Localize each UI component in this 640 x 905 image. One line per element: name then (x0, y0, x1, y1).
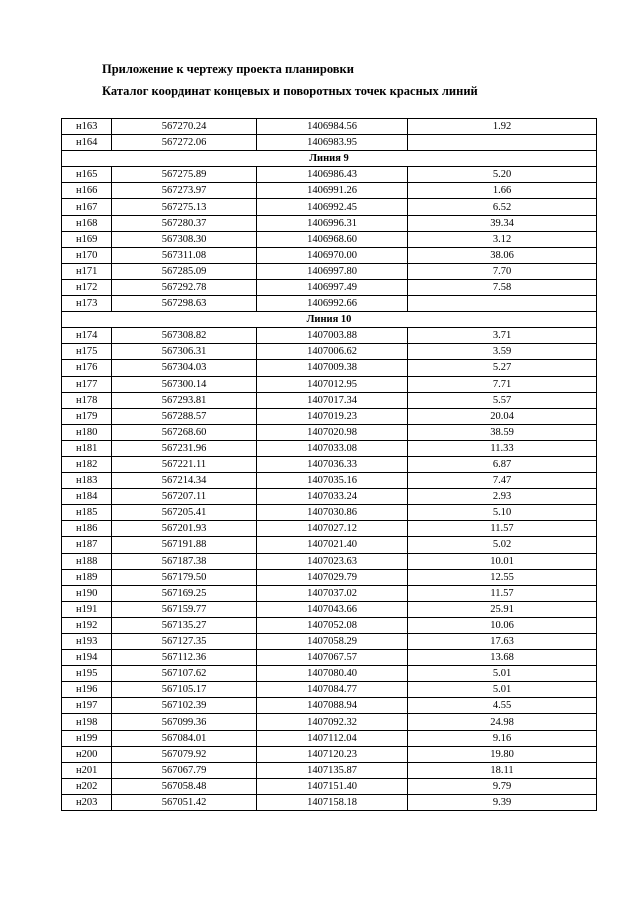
x-coordinate-cell: 567268.60 (112, 424, 257, 440)
table-row (62, 666, 597, 682)
y-coordinate-cell: 1407017.34 (257, 392, 408, 408)
point-id-cell: н182 (62, 456, 112, 472)
x-coordinate-cell: 567187.38 (112, 553, 257, 569)
distance-cell: 39.34 (408, 215, 597, 231)
table-row (62, 794, 597, 810)
x-coordinate-cell: 567275.13 (112, 199, 257, 215)
distance-cell: 38.06 (408, 247, 597, 263)
y-coordinate-cell: 1407151.40 (257, 778, 408, 794)
table-row (62, 521, 597, 537)
table-row (62, 279, 597, 295)
x-coordinate-cell: 567288.57 (112, 408, 257, 424)
x-coordinate-cell: 567207.11 (112, 489, 257, 505)
y-coordinate-cell: 1407158.18 (257, 794, 408, 810)
table-row (62, 489, 597, 505)
y-coordinate-cell: 1407033.24 (257, 489, 408, 505)
point-id-cell: н195 (62, 666, 112, 682)
x-coordinate-cell: 567285.09 (112, 263, 257, 279)
table-row (62, 617, 597, 633)
table-row (62, 505, 597, 521)
x-coordinate-cell: 567102.39 (112, 698, 257, 714)
table-row (62, 537, 597, 553)
point-id-cell: н192 (62, 617, 112, 633)
x-coordinate-cell: 567300.14 (112, 376, 257, 392)
distance-cell: 5.01 (408, 682, 597, 698)
point-id-cell: н179 (62, 408, 112, 424)
distance-cell: 9.39 (408, 794, 597, 810)
distance-cell: 4.55 (408, 698, 597, 714)
table-row (62, 585, 597, 601)
point-id-cell: н173 (62, 296, 112, 312)
table-row (62, 376, 597, 392)
y-coordinate-cell: 1407021.40 (257, 537, 408, 553)
x-coordinate-cell: 567127.35 (112, 634, 257, 650)
x-coordinate-cell: 567051.42 (112, 794, 257, 810)
point-id-cell: н181 (62, 440, 112, 456)
point-id-cell: н183 (62, 473, 112, 489)
distance-cell: 9.16 (408, 730, 597, 746)
y-coordinate-cell: 1406991.26 (257, 183, 408, 199)
table-row (62, 231, 597, 247)
distance-cell: 3.71 (408, 328, 597, 344)
y-coordinate-cell: 1407088.94 (257, 698, 408, 714)
table-row (62, 762, 597, 778)
distance-cell: 5.02 (408, 537, 597, 553)
x-coordinate-cell: 567292.78 (112, 279, 257, 295)
point-id-cell: н199 (62, 730, 112, 746)
table-row (62, 569, 597, 585)
x-coordinate-cell: 567280.37 (112, 215, 257, 231)
distance-cell: 20.04 (408, 408, 597, 424)
distance-cell: 25.91 (408, 601, 597, 617)
point-id-cell: н203 (62, 794, 112, 810)
distance-cell: 7.47 (408, 473, 597, 489)
point-id-cell: н165 (62, 167, 112, 183)
table-row (62, 730, 597, 746)
distance-cell: 2.93 (408, 489, 597, 505)
distance-cell: 7.71 (408, 376, 597, 392)
y-coordinate-cell: 1407043.66 (257, 601, 408, 617)
y-coordinate-cell: 1406996.31 (257, 215, 408, 231)
point-id-cell: н164 (62, 135, 112, 151)
point-id-cell: н196 (62, 682, 112, 698)
x-coordinate-cell: 567214.34 (112, 473, 257, 489)
point-id-cell: н178 (62, 392, 112, 408)
document-title: Приложение к чертежу проекта планировки (102, 62, 354, 76)
y-coordinate-cell: 1407009.38 (257, 360, 408, 376)
y-coordinate-cell: 1407027.12 (257, 521, 408, 537)
x-coordinate-cell: 567135.27 (112, 617, 257, 633)
distance-cell (408, 296, 597, 312)
x-coordinate-cell: 567306.31 (112, 344, 257, 360)
distance-cell: 5.57 (408, 392, 597, 408)
point-id-cell: н184 (62, 489, 112, 505)
x-coordinate-cell: 567159.77 (112, 601, 257, 617)
distance-cell: 1.66 (408, 183, 597, 199)
y-coordinate-cell: 1407033.08 (257, 440, 408, 456)
distance-cell: 17.63 (408, 634, 597, 650)
coordinates-table (61, 118, 597, 811)
y-coordinate-cell: 1407135.87 (257, 762, 408, 778)
distance-cell: 13.68 (408, 650, 597, 666)
line-header-row (62, 151, 597, 167)
y-coordinate-cell: 1406970.00 (257, 247, 408, 263)
point-id-cell: н187 (62, 537, 112, 553)
y-coordinate-cell: 1406968.60 (257, 231, 408, 247)
coordinates-table-body (62, 119, 597, 811)
distance-cell: 3.59 (408, 344, 597, 360)
point-id-cell: н170 (62, 247, 112, 263)
x-coordinate-cell: 567275.89 (112, 167, 257, 183)
x-coordinate-cell: 567304.03 (112, 360, 257, 376)
x-coordinate-cell: 567169.25 (112, 585, 257, 601)
x-coordinate-cell: 567273.97 (112, 183, 257, 199)
point-id-cell: н202 (62, 778, 112, 794)
table-row (62, 360, 597, 376)
y-coordinate-cell: 1407006.62 (257, 344, 408, 360)
y-coordinate-cell: 1407030.86 (257, 505, 408, 521)
distance-cell: 6.87 (408, 456, 597, 472)
distance-cell: 3.12 (408, 231, 597, 247)
table-row (62, 263, 597, 279)
y-coordinate-cell: 1407037.02 (257, 585, 408, 601)
point-id-cell: н168 (62, 215, 112, 231)
distance-cell: 5.10 (408, 505, 597, 521)
table-row (62, 344, 597, 360)
distance-cell: 9.79 (408, 778, 597, 794)
point-id-cell: н163 (62, 119, 112, 135)
point-id-cell: н193 (62, 634, 112, 650)
x-coordinate-cell: 567270.24 (112, 119, 257, 135)
distance-cell: 7.58 (408, 279, 597, 295)
point-id-cell: н191 (62, 601, 112, 617)
distance-cell: 10.01 (408, 553, 597, 569)
distance-cell: 11.57 (408, 585, 597, 601)
table-row (62, 183, 597, 199)
y-coordinate-cell: 1406992.66 (257, 296, 408, 312)
table-row (62, 746, 597, 762)
table-row (62, 408, 597, 424)
distance-cell: 12.55 (408, 569, 597, 585)
point-id-cell: н174 (62, 328, 112, 344)
y-coordinate-cell: 1407080.40 (257, 666, 408, 682)
point-id-cell: н185 (62, 505, 112, 521)
x-coordinate-cell: 567308.30 (112, 231, 257, 247)
table-row (62, 778, 597, 794)
point-id-cell: н198 (62, 714, 112, 730)
y-coordinate-cell: 1407052.08 (257, 617, 408, 633)
distance-cell: 11.33 (408, 440, 597, 456)
distance-cell: 24.98 (408, 714, 597, 730)
distance-cell: 7.70 (408, 263, 597, 279)
point-id-cell: н189 (62, 569, 112, 585)
y-coordinate-cell: 1407023.63 (257, 553, 408, 569)
x-coordinate-cell: 567067.79 (112, 762, 257, 778)
y-coordinate-cell: 1407003.88 (257, 328, 408, 344)
point-id-cell: н175 (62, 344, 112, 360)
distance-cell (408, 135, 597, 151)
x-coordinate-cell: 567308.82 (112, 328, 257, 344)
x-coordinate-cell: 567058.48 (112, 778, 257, 794)
x-coordinate-cell: 567205.41 (112, 505, 257, 521)
point-id-cell: н201 (62, 762, 112, 778)
y-coordinate-cell: 1406986.43 (257, 167, 408, 183)
y-coordinate-cell: 1407120.23 (257, 746, 408, 762)
distance-cell: 18.11 (408, 762, 597, 778)
y-coordinate-cell: 1406997.49 (257, 279, 408, 295)
table-row (62, 473, 597, 489)
point-id-cell: н197 (62, 698, 112, 714)
point-id-cell: н177 (62, 376, 112, 392)
x-coordinate-cell: 567079.92 (112, 746, 257, 762)
x-coordinate-cell: 567105.17 (112, 682, 257, 698)
table-row (62, 553, 597, 569)
document-header (102, 58, 478, 102)
distance-cell: 5.20 (408, 167, 597, 183)
distance-cell: 11.57 (408, 521, 597, 537)
point-id-cell: н186 (62, 521, 112, 537)
point-id-cell: н176 (62, 360, 112, 376)
table-row (62, 714, 597, 730)
table-row (62, 199, 597, 215)
document-subtitle: Каталог координат концевых и поворотных точек красных линий (102, 84, 478, 98)
x-coordinate-cell: 567084.01 (112, 730, 257, 746)
line-label: Линия 10 (62, 312, 597, 328)
point-id-cell: н180 (62, 424, 112, 440)
table-row (62, 215, 597, 231)
y-coordinate-cell: 1407058.29 (257, 634, 408, 650)
table-row (62, 424, 597, 440)
y-coordinate-cell: 1407012.95 (257, 376, 408, 392)
point-id-cell: н190 (62, 585, 112, 601)
y-coordinate-cell: 1407029.79 (257, 569, 408, 585)
x-coordinate-cell: 567112.36 (112, 650, 257, 666)
table-row (62, 456, 597, 472)
x-coordinate-cell: 567099.36 (112, 714, 257, 730)
point-id-cell: н166 (62, 183, 112, 199)
y-coordinate-cell: 1407035.16 (257, 473, 408, 489)
table-row (62, 634, 597, 650)
x-coordinate-cell: 567298.63 (112, 296, 257, 312)
y-coordinate-cell: 1407020.98 (257, 424, 408, 440)
y-coordinate-cell: 1407084.77 (257, 682, 408, 698)
table-row (62, 328, 597, 344)
point-id-cell: н188 (62, 553, 112, 569)
line-header-row (62, 312, 597, 328)
y-coordinate-cell: 1406997.80 (257, 263, 408, 279)
table-row (62, 167, 597, 183)
y-coordinate-cell: 1406983.95 (257, 135, 408, 151)
x-coordinate-cell: 567293.81 (112, 392, 257, 408)
point-id-cell: н167 (62, 199, 112, 215)
table-row (62, 247, 597, 263)
table-row (62, 698, 597, 714)
point-id-cell: н200 (62, 746, 112, 762)
x-coordinate-cell: 567272.06 (112, 135, 257, 151)
y-coordinate-cell: 1407112.04 (257, 730, 408, 746)
table-row (62, 601, 597, 617)
point-id-cell: н171 (62, 263, 112, 279)
y-coordinate-cell: 1407067.57 (257, 650, 408, 666)
distance-cell: 10.06 (408, 617, 597, 633)
table-row (62, 392, 597, 408)
x-coordinate-cell: 567107.62 (112, 666, 257, 682)
distance-cell: 5.27 (408, 360, 597, 376)
point-id-cell: н194 (62, 650, 112, 666)
y-coordinate-cell: 1407092.32 (257, 714, 408, 730)
distance-cell: 5.01 (408, 666, 597, 682)
y-coordinate-cell: 1407019.23 (257, 408, 408, 424)
x-coordinate-cell: 567231.96 (112, 440, 257, 456)
distance-cell: 1.92 (408, 119, 597, 135)
point-id-cell: н172 (62, 279, 112, 295)
table-row (62, 135, 597, 151)
y-coordinate-cell: 1406984.56 (257, 119, 408, 135)
y-coordinate-cell: 1407036.33 (257, 456, 408, 472)
distance-cell: 19.80 (408, 746, 597, 762)
distance-cell: 38.59 (408, 424, 597, 440)
x-coordinate-cell: 567311.08 (112, 247, 257, 263)
x-coordinate-cell: 567191.88 (112, 537, 257, 553)
table-row (62, 440, 597, 456)
line-label: Линия 9 (62, 151, 597, 167)
table-row (62, 682, 597, 698)
table-row (62, 119, 597, 135)
table-row (62, 650, 597, 666)
distance-cell: 6.52 (408, 199, 597, 215)
x-coordinate-cell: 567201.93 (112, 521, 257, 537)
table-row (62, 296, 597, 312)
x-coordinate-cell: 567221.11 (112, 456, 257, 472)
x-coordinate-cell: 567179.50 (112, 569, 257, 585)
point-id-cell: н169 (62, 231, 112, 247)
y-coordinate-cell: 1406992.45 (257, 199, 408, 215)
